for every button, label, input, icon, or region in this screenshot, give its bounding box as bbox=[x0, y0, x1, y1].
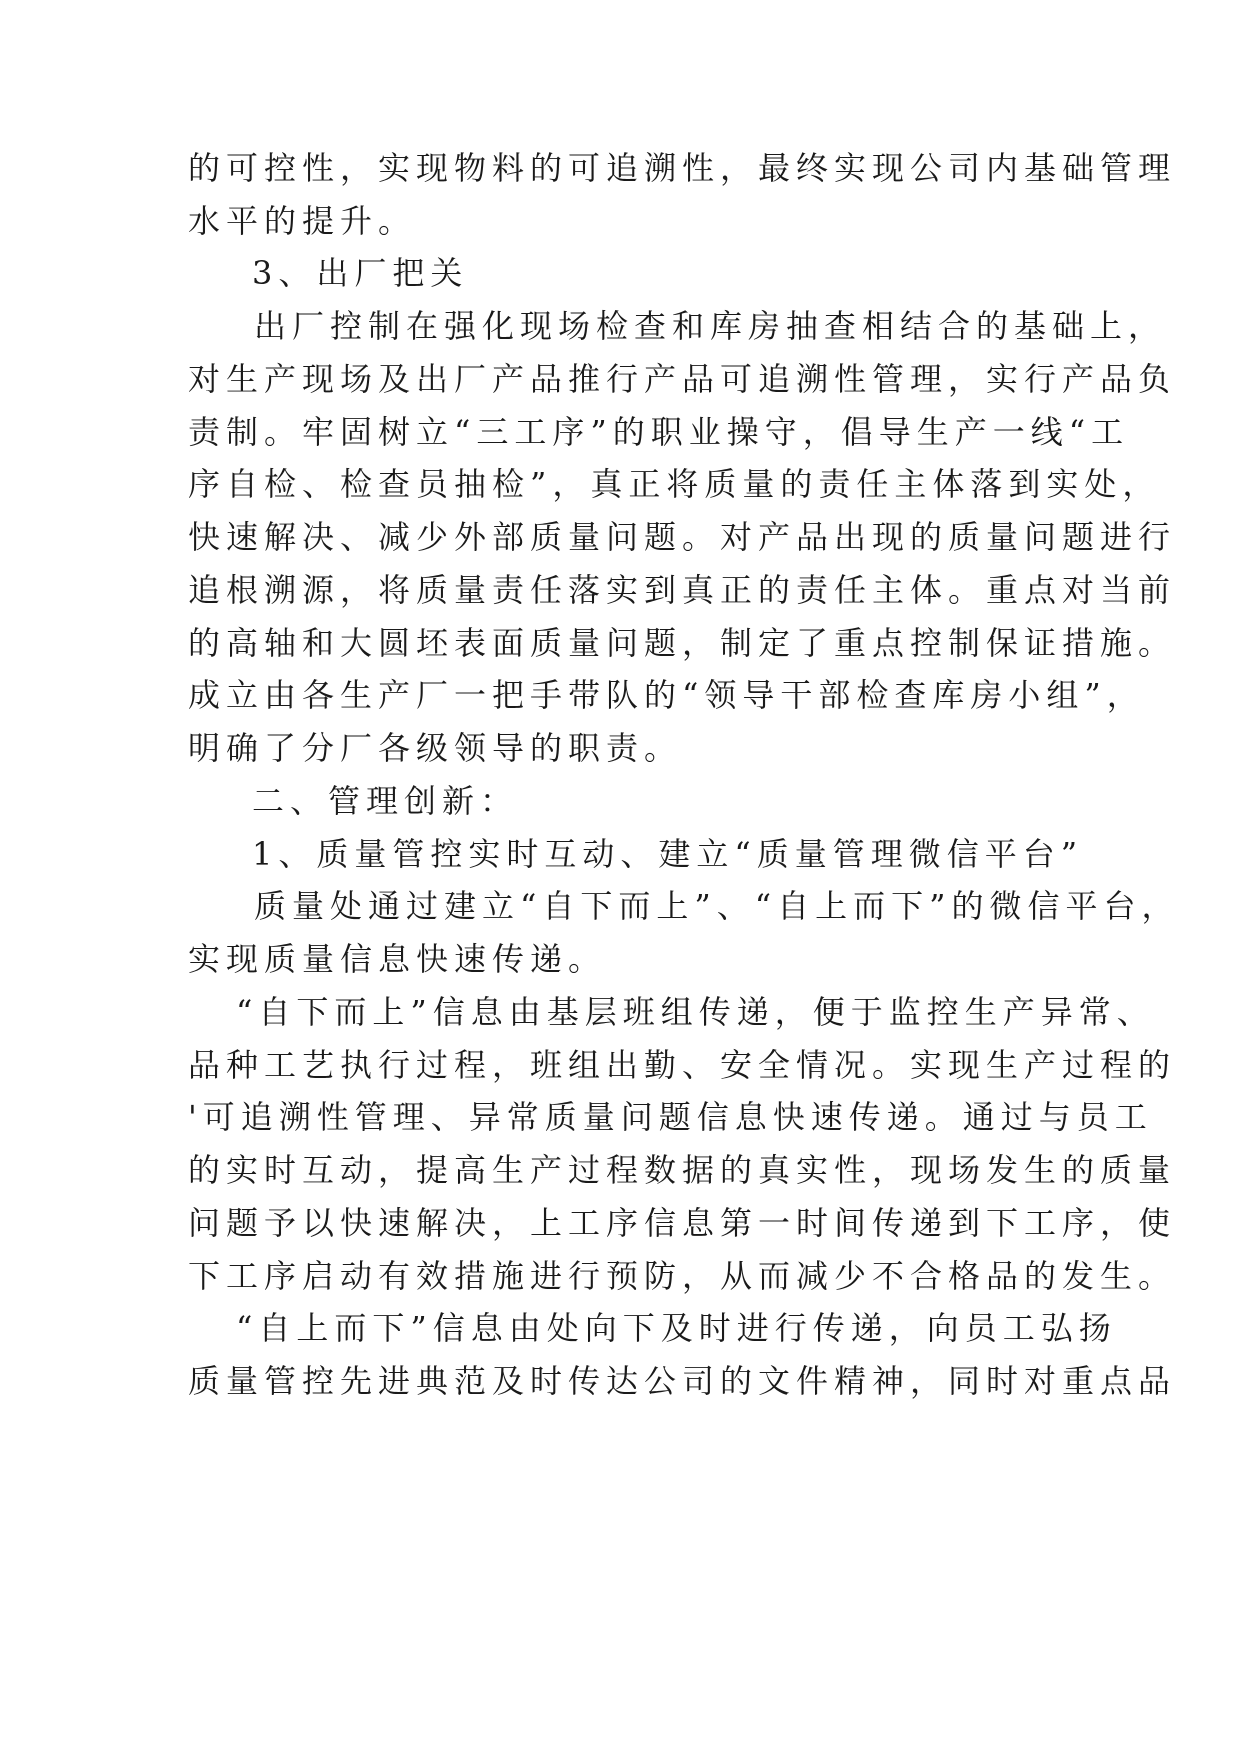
subsection-heading-1: 1、质量管控实时互动、建立“质量管理微信平台” bbox=[252, 835, 1084, 873]
text-line-21: 问题予以快速解决，上工序信息第一时间传递到下工序，使 bbox=[188, 1204, 1177, 1242]
text-line-2: 水平的提升。 bbox=[188, 202, 417, 240]
text-line-8: 快速解决、减少外部质量问题。对产品出现的质量问题进行 bbox=[188, 518, 1177, 556]
text-line-6: 责制。牢固树立“三工序”的职业操守，倡导生产一线“工 bbox=[188, 413, 1130, 451]
text-line-9: 追根溯源，将质量责任落实到真正的责任主体。重点对当前 bbox=[188, 571, 1177, 609]
text-line-11: 成立由各生产厂一把手带队的“领导干部检查库房小组”， bbox=[188, 676, 1145, 714]
text-line-20: 的实时互动，提高生产过程数据的真实性，现场发生的质量 bbox=[188, 1151, 1177, 1189]
text-line-18: 品种工艺执行过程，班组出勤、安全情况。实现生产过程的 bbox=[188, 1046, 1177, 1084]
section-heading-3: 3、出厂把关 bbox=[252, 254, 469, 292]
text-line-22: 下工序启动有效措施进行预防，从而减少不合格品的发生。 bbox=[188, 1257, 1177, 1295]
text-line-1: 的可控性，实现物料的可追溯性，最终实现公司内基础管理 bbox=[188, 149, 1177, 187]
text-line-10: 的高轴和大圆坯表面质量问题，制定了重点控制保证措施。 bbox=[188, 624, 1177, 662]
text-line-15: 质量处通过建立“自下而上”、“自上而下”的微信平台， bbox=[254, 887, 1180, 925]
text-line-17: “自下而上”信息由基层班组传递，便于监控生产异常、 bbox=[236, 993, 1155, 1031]
text-line-4: 出厂控制在强化现场检查和库房抽查相结合的基础上， bbox=[254, 307, 1167, 345]
text-line-19: '可追溯性管理、异常质量问题信息快速传递。通过与员工 bbox=[188, 1098, 1153, 1136]
text-line-24: 质量管控先进典范及时传达公司的文件精神，同时对重点品 bbox=[188, 1362, 1177, 1400]
text-line-12: 明确了分厂各级领导的职责。 bbox=[188, 729, 683, 767]
text-line-7: 序自检、检查员抽检”，真正将质量的责任主体落到实处， bbox=[188, 465, 1161, 503]
text-line-16: 实现质量信息快速传递。 bbox=[188, 940, 607, 978]
text-line-5: 对生产现场及出厂产品推行产品可追溯性管理，实行产品负 bbox=[188, 360, 1177, 398]
section-heading-2: 二、管理创新： bbox=[252, 782, 519, 820]
text-line-23: “自上而下”信息由处向下及时进行传递，向员工弘扬 bbox=[236, 1309, 1117, 1347]
